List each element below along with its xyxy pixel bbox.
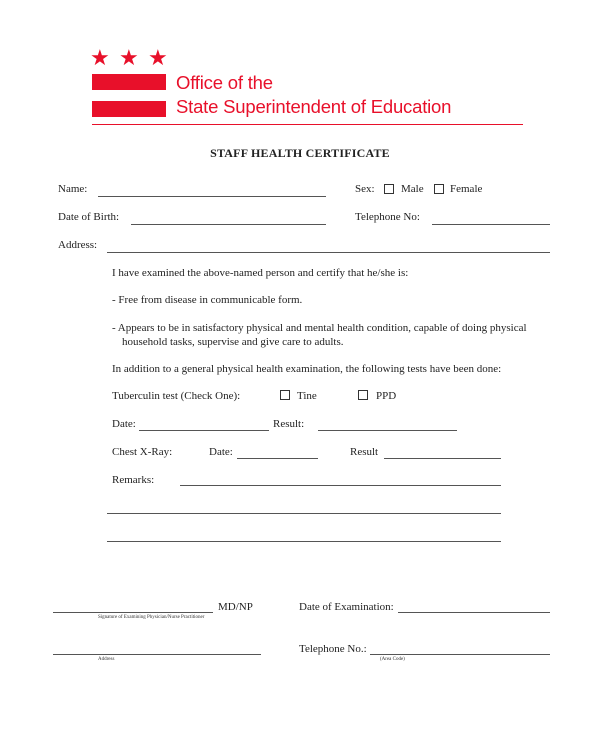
header-rule — [92, 124, 523, 125]
condition-item-1: - Free from disease in communicable form. — [112, 294, 303, 306]
xray-result-label: Result — [350, 446, 379, 458]
area-code-caption: (Area Code) — [380, 657, 405, 662]
remarks-label: Remarks: — [112, 474, 155, 486]
ppd-label: PPD — [376, 390, 397, 402]
star-icon: ★ — [90, 46, 110, 71]
org-name-line2: State Superintendent of Education — [176, 96, 452, 117]
flag-bar — [92, 101, 166, 117]
condition-item-2-cont: household tasks, supervise and give care to adults. — [122, 336, 344, 348]
male-checkbox[interactable] — [384, 184, 394, 194]
condition-item-2: - Appears to be in satisfactory physical and mental health condition, capable of doing physical — [112, 322, 527, 334]
tb-result-field[interactable] — [318, 430, 457, 431]
star-icon: ★ — [119, 46, 139, 71]
tine-checkbox[interactable] — [280, 390, 290, 400]
name-label: Name: — [58, 183, 88, 195]
physician-address-field[interactable] — [53, 654, 261, 655]
page-title: STAFF HEALTH CERTIFICATE — [210, 146, 390, 160]
physician-telephone-field[interactable] — [370, 654, 550, 655]
tests-text: In addition to a general physical health examination, the following tests have been done: — [112, 363, 502, 375]
telephone-field[interactable] — [432, 224, 550, 225]
org-name-line1: Office of the — [176, 72, 273, 93]
remarks-field-line3[interactable] — [107, 541, 501, 542]
exam-date-label: Date of Examination: — [299, 601, 394, 613]
tb-date-label: Date: — [112, 418, 136, 430]
tb-date-field[interactable] — [139, 430, 269, 431]
flag-bar — [92, 74, 166, 90]
female-checkbox[interactable] — [434, 184, 444, 194]
name-field[interactable] — [98, 196, 326, 197]
signature-field[interactable] — [53, 612, 213, 613]
address-label: Address: — [58, 239, 98, 251]
remarks-field[interactable] — [180, 485, 501, 486]
physician-telephone-label: Telephone No.: — [299, 643, 367, 655]
dob-field[interactable] — [131, 224, 326, 225]
tine-label: Tine — [297, 390, 317, 402]
address-field[interactable] — [107, 252, 550, 253]
dob-label: Date of Birth: — [58, 211, 120, 223]
certify-text: I have examined the above-named person and certify that he/she is: — [112, 267, 409, 279]
xray-date-label: Date: — [209, 446, 233, 458]
ppd-checkbox[interactable] — [358, 390, 368, 400]
mdnp-label: MD/NP — [218, 601, 253, 613]
tb-result-label: Result: — [273, 418, 305, 430]
signature-caption: Signature of Examining Physician/Nurse Practitioner — [98, 615, 205, 620]
sex-label: Sex: — [355, 183, 375, 195]
star-icon: ★ — [148, 46, 168, 71]
xray-date-field[interactable] — [237, 458, 318, 459]
address-caption: Address — [98, 657, 115, 662]
female-label: Female — [450, 183, 483, 195]
exam-date-field[interactable] — [398, 612, 550, 613]
male-label: Male — [401, 183, 424, 195]
xray-result-field[interactable] — [384, 458, 501, 459]
xray-label: Chest X-Ray: — [112, 446, 173, 458]
telephone-label: Telephone No: — [355, 211, 420, 223]
tb-test-label: Tuberculin test (Check One): — [112, 390, 241, 402]
remarks-field-line2[interactable] — [107, 513, 501, 514]
